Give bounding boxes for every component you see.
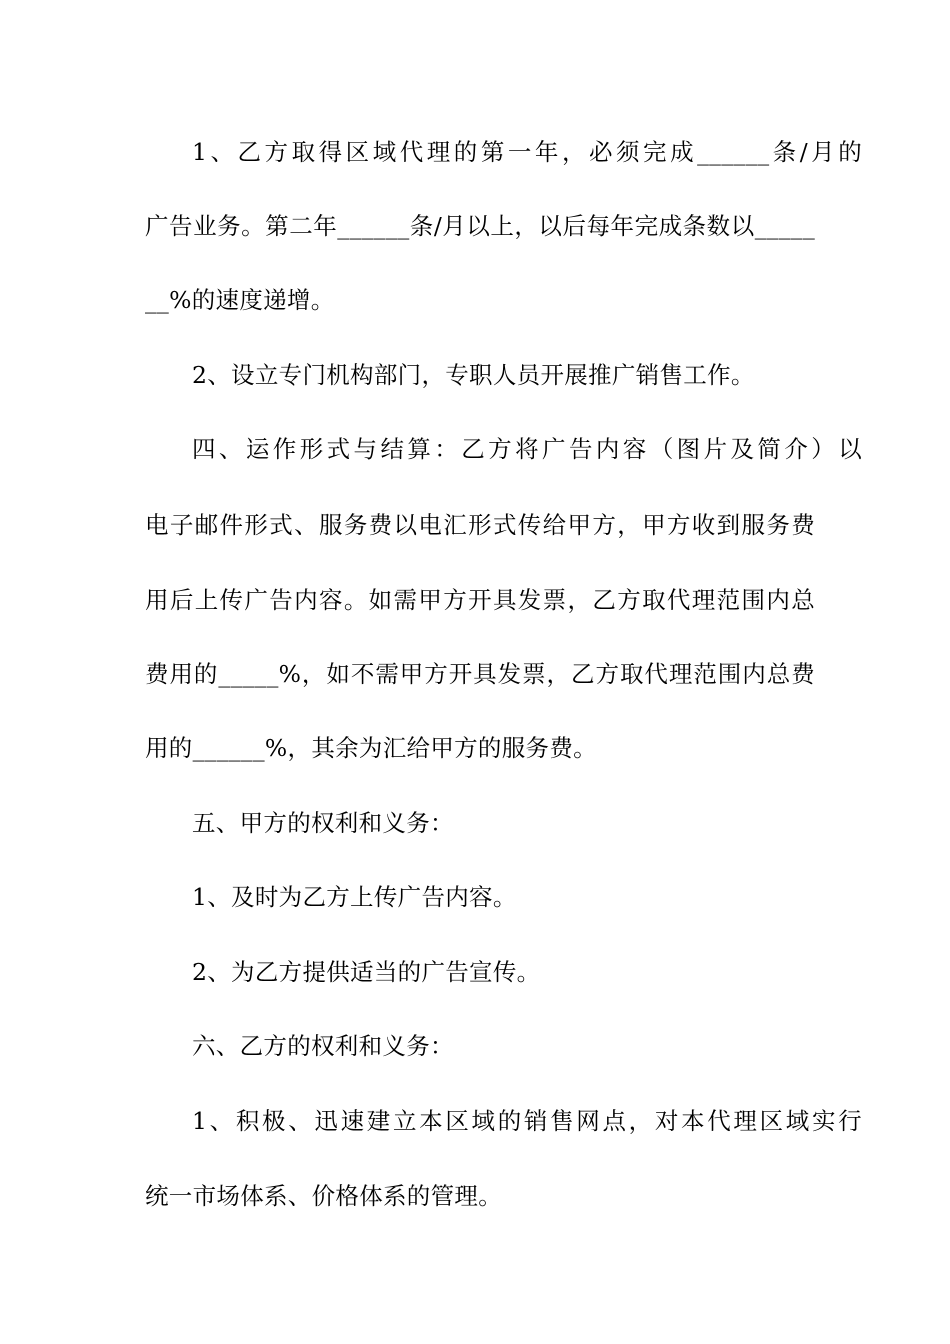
section-heading: 六、乙方的权利和义务： (192, 1032, 454, 1060)
section-heading: 五、甲方的权利和义务： (192, 809, 454, 837)
paragraph-line: 广告业务。第二年______条/月以上，以后每年完成条数以_____ (145, 212, 815, 240)
paragraph-line: 费用的_____%，如不需甲方开具发票，乙方取代理范围内总费 (145, 660, 815, 688)
paragraph-line: 1、乙方取得区域代理的第一年，必须完成______条/月的 (192, 138, 862, 166)
paragraph-line: 电子邮件形式、服务费以电汇形式传给甲方，甲方收到服务费 (145, 511, 815, 539)
paragraph-line: 2、为乙方提供适当的广告宣传。 (192, 958, 541, 986)
paragraph-line: 四、运作形式与结算：乙方将广告内容（图片及简介）以 (192, 435, 862, 463)
paragraph-line: 1、及时为乙方上传广告内容。 (192, 883, 517, 911)
paragraph-line: 用后上传广告内容。如需甲方开具发票，乙方取代理范围内总 (145, 586, 815, 614)
paragraph-line: 1、积极、迅速建立本区域的销售网点，对本代理区域实行 (192, 1107, 862, 1135)
paragraph-line: __%的速度递增。 (145, 286, 335, 314)
paragraph-line: 2、设立专门机构部门，专职人员开展推广销售工作。 (192, 361, 755, 389)
paragraph-line: 统一市场体系、价格体系的管理。 (145, 1182, 502, 1210)
paragraph-line: 用的______%，其余为汇给甲方的服务费。 (145, 734, 597, 762)
